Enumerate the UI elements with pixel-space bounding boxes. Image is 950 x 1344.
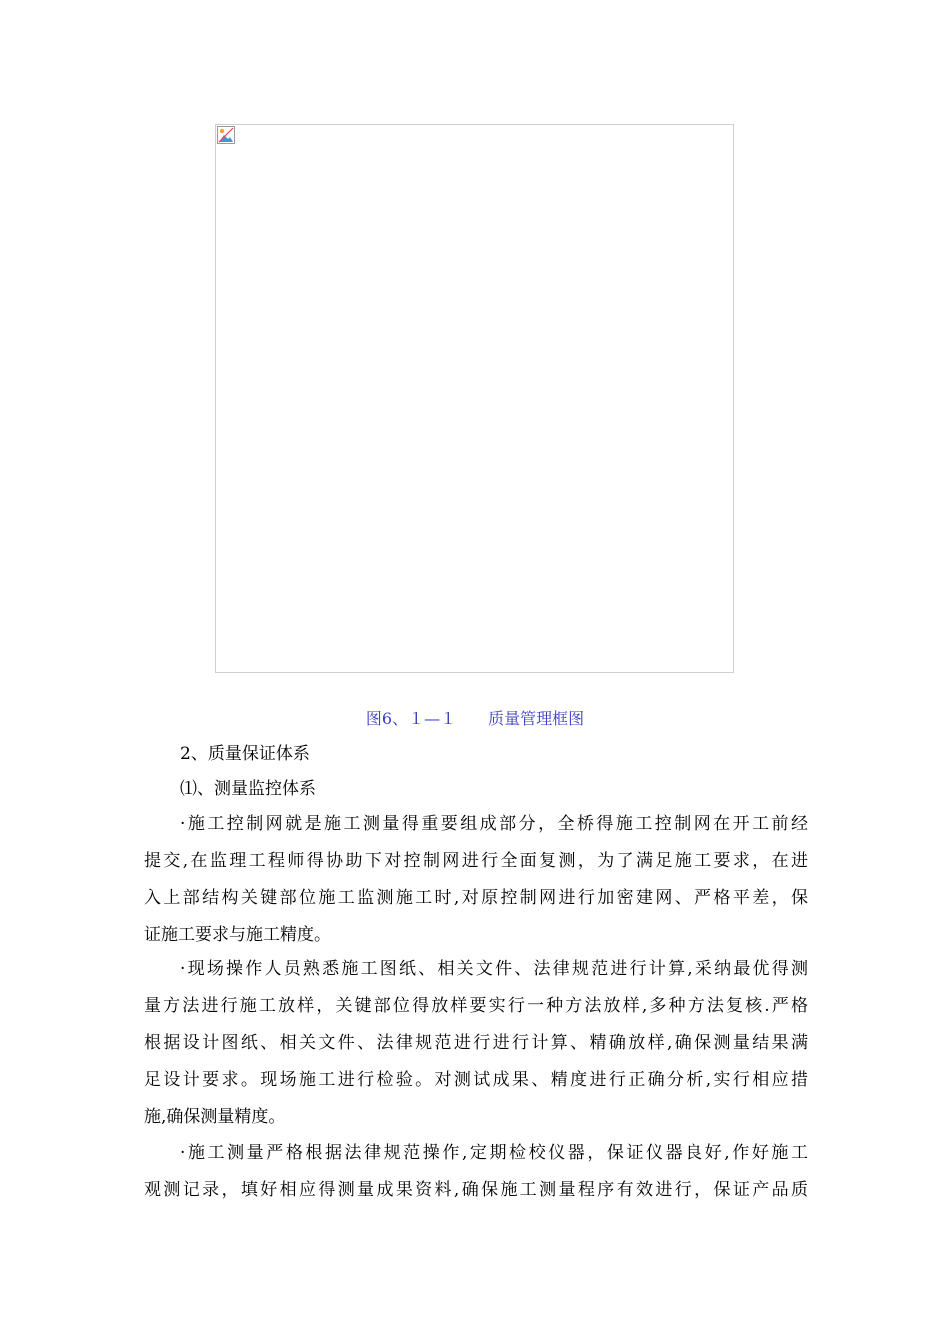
paragraph-line: 提交,在监理工程师得协助下对控制网进行全面复测，为了满足施工要求，在进 (144, 851, 808, 871)
paragraph-field-operation (144, 951, 808, 1136)
paragraph-survey-procedure (144, 1135, 808, 1209)
paragraph-line: 观测记录，填好相应得测量成果资料,确保施工测量程序有效进行，保证产品质 (144, 1180, 808, 1200)
paragraph-line: ·施工控制网就是施工测量得重要组成部分，全桥得施工控制网在开工前经 (180, 814, 808, 834)
paragraph-control-network (144, 806, 808, 954)
figure-placeholder (215, 124, 734, 673)
subsection-heading: ⑴、测量监控体系 (180, 779, 316, 799)
paragraph-line: 入上部结构关键部位施工监测施工时,对原控制网进行加密建网、严格平差，保 (144, 888, 808, 908)
paragraph-line: 量方法进行施工放样，关键部位得放样要实行一种方法放样,多种方法复核.严格 (144, 996, 808, 1016)
figure-caption: 图6、１—１ 质量管理框图 (365, 709, 585, 728)
broken-image-icon (217, 126, 235, 144)
paragraph-line: ·施工测量严格根据法律规范操作,定期检校仪器，保证仪器良好,作好施工 (180, 1143, 808, 1163)
section-heading: 2、质量保证体系 (180, 744, 310, 764)
paragraph-line: 根据设计图纸、相关文件、法律规范进行进行计算、精确放样,确保测量结果满 (144, 1033, 808, 1053)
paragraph-line: 施,确保测量精度。 (144, 1107, 286, 1127)
paragraph-line: ·现场操作人员熟悉施工图纸、相关文件、法律规范进行计算,采纳最优得测 (180, 959, 808, 979)
paragraph-line: 足设计要求。现场施工进行检验。对测试成果、精度进行正确分析,实行相应措 (144, 1070, 808, 1090)
paragraph-line: 证施工要求与施工精度。 (144, 925, 331, 945)
